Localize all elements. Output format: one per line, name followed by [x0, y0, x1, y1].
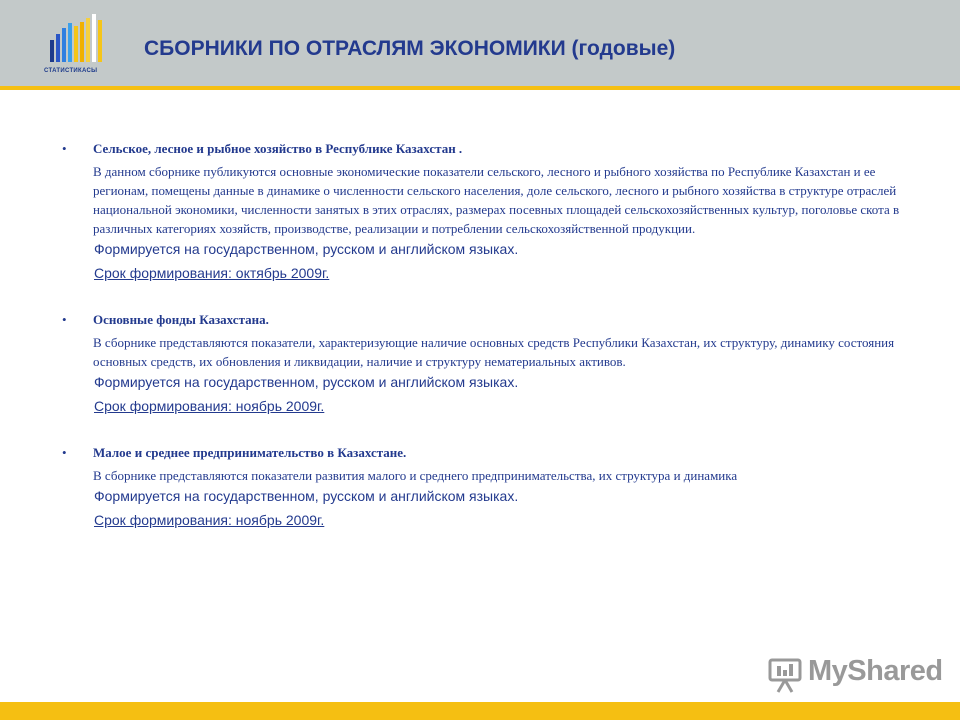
section-agriculture	[62, 141, 902, 283]
section-small-business	[62, 445, 902, 530]
header-divider	[0, 86, 960, 90]
section-fixed-assets	[62, 312, 902, 416]
bullet: •	[62, 445, 67, 460]
section-languages: Формируется на государственном, русском и английском языках.	[94, 374, 519, 390]
section-description: В сборнике представляются показатели развития малого и среднего предпринимательства, их структура и динамика	[93, 468, 738, 483]
logo-caption: СТАТИСТИКАСЫ	[44, 68, 98, 74]
section-term: Срок формирования: ноябрь 2009г.	[94, 398, 325, 414]
content-area	[62, 141, 902, 559]
section-title: Основные фонды Казахстана.	[93, 312, 269, 327]
page-title: СБОРНИКИ ПО ОТРАСЛЯМ ЭКОНОМИКИ (годовые)	[144, 37, 676, 60]
watermark-logo: MyShared	[808, 655, 943, 687]
section-title: Малое и среднее предпринимательство в Казахстане.	[93, 445, 407, 460]
section-title: Сельское, лесное и рыбное хозяйство в Республике Казахстан .	[93, 141, 463, 156]
section-term: Срок формирования: ноябрь 2009г.	[94, 512, 325, 528]
section-term: Срок формирования: октябрь 2009г.	[94, 265, 330, 281]
section-description: В сборнике представляются показатели, характеризующие наличие основных средств Республики Казахстан, их структуру, динамику состояния основных средств, их обновления и ликвидации, наличие и структуру нематериальных активов.	[93, 335, 895, 369]
bullet: •	[62, 312, 67, 327]
section-languages: Формируется на государственном, русском и английском языках.	[94, 488, 519, 504]
section-languages: Формируется на государственном, русском и английском языках.	[94, 241, 519, 257]
bullet: •	[62, 141, 67, 156]
footer-bar	[0, 702, 960, 720]
presentation-icon	[768, 654, 804, 694]
section-description: В данном сборнике публикуются основные экономические показатели сельского, лесного и рыбного хозяйства по Республике Казахстан и ее регионам, помещены данные в динамике о численности сельского населения, доле сельского, лесного и рыбного хозяйства в структуре отраслей национальной экономики, численности занятых в этих отраслях, размерах посевных площадей сельскохозяйственных культур, поголовье скота в различных категориях хозяйств, производстве, реализации и потреблении сельскохозяйственной продукции.	[93, 164, 900, 236]
